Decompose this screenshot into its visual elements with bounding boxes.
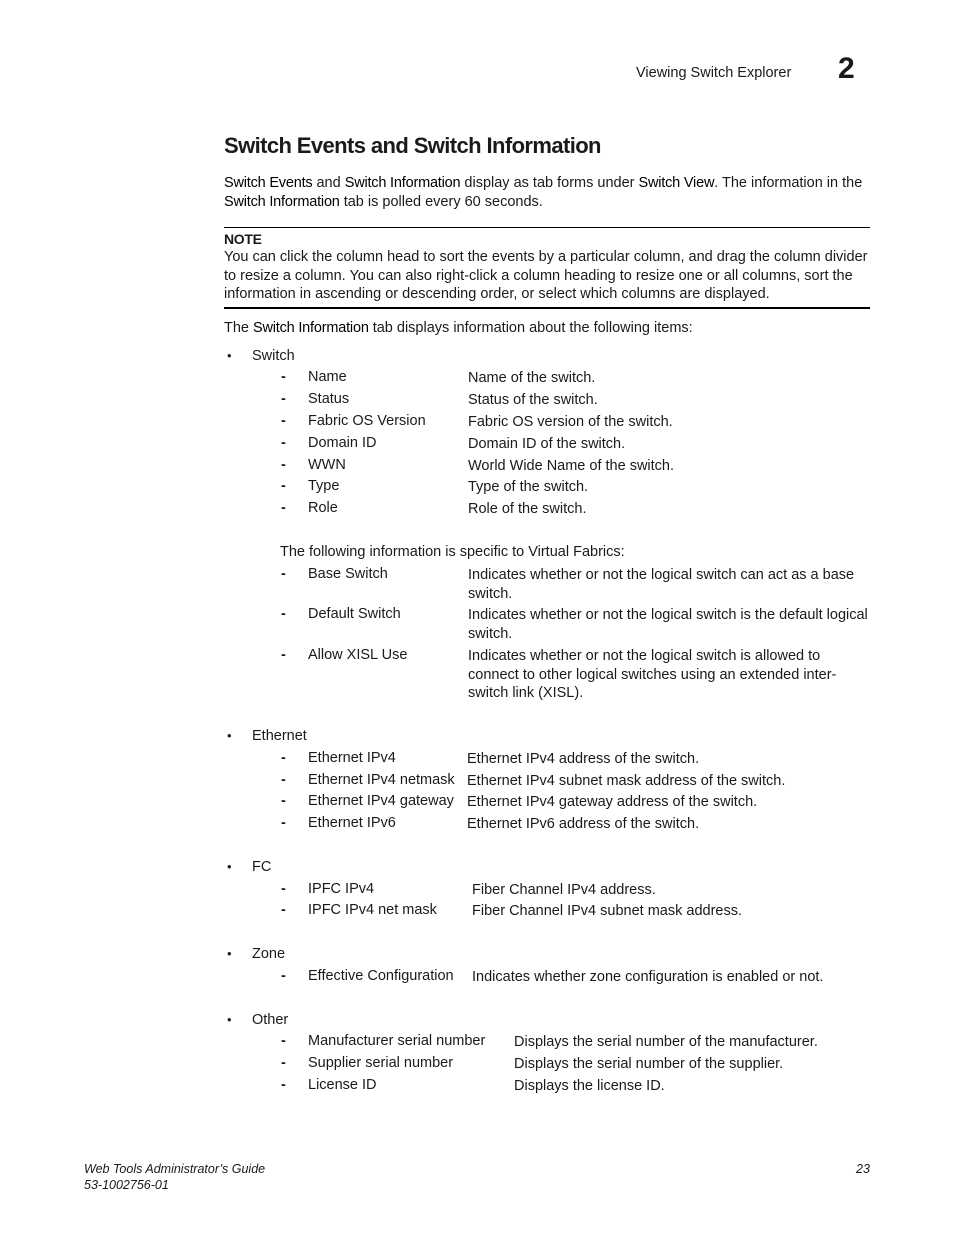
ui-term: Switch Information xyxy=(224,194,340,210)
ui-term: Switch Information xyxy=(253,320,369,336)
item-desc: Displays the license ID. xyxy=(514,1078,665,1094)
item-term: Type xyxy=(308,478,340,494)
item-term: Ethernet IPv4 netmask xyxy=(308,772,455,788)
ui-term: Switch Events xyxy=(224,175,313,191)
ui-term: Switch View xyxy=(638,175,715,191)
item-desc: Indicates whether or not the logical switch is the default logical switch. xyxy=(468,607,868,642)
dash: - xyxy=(281,457,286,473)
dash: - xyxy=(281,500,286,516)
item-desc: Ethernet IPv4 address of the switch. xyxy=(467,751,700,767)
item-term: IPFC IPv4 xyxy=(308,881,375,897)
dash: - xyxy=(281,1033,286,1049)
footer-page-number: 23 xyxy=(856,1162,870,1176)
section-title: Switch Events and Switch Information xyxy=(224,133,601,158)
dash: - xyxy=(281,750,286,766)
item-term: Role xyxy=(308,500,338,516)
item-term: Name xyxy=(308,369,347,385)
note-label: NOTE xyxy=(224,231,262,247)
dash: - xyxy=(281,478,286,494)
item-desc: Fabric OS version of the switch. xyxy=(468,414,673,430)
item-term: Effective Configuration xyxy=(308,968,454,984)
dash: - xyxy=(281,435,286,451)
item-term: Base Switch xyxy=(308,566,388,582)
dash: - xyxy=(281,793,286,809)
dash: - xyxy=(281,1055,286,1071)
item-term: Default Switch xyxy=(308,606,401,622)
virtual-fabrics-intro: The following information is specific to Virtual Fabrics: xyxy=(280,544,625,560)
note-text: You can click the column head to sort the events by a particular column, and drag the column divider to resize a column. You can also right-click a column heading to resize one or all columns, sort the information in ascending or descending order, or select which columns are displayed. xyxy=(224,249,868,302)
item-desc: Indicates whether zone configuration is enabled or not. xyxy=(472,969,824,985)
note-top-rule xyxy=(224,227,870,228)
dash: - xyxy=(281,815,286,831)
item-desc: Type of the switch. xyxy=(468,479,589,495)
item-desc: Domain ID of the switch. xyxy=(468,436,626,452)
item-term: WWN xyxy=(308,457,346,473)
bullet: • xyxy=(227,348,232,363)
item-term: Manufacturer serial number xyxy=(308,1033,486,1049)
item-term: Fabric OS Version xyxy=(308,413,426,429)
footer-doc-number: 53-1002756-01 xyxy=(84,1177,169,1192)
dash: - xyxy=(281,881,286,897)
category-ethernet: Ethernet xyxy=(252,728,307,744)
item-desc: Displays the serial number of the supplier. xyxy=(514,1056,784,1072)
dash: - xyxy=(281,968,286,984)
item-term: License ID xyxy=(308,1077,377,1093)
footer-guide-title: Web Tools Administrator’s Guide xyxy=(84,1162,266,1176)
item-desc: Status of the switch. xyxy=(468,392,598,408)
item-desc: World Wide Name of the switch. xyxy=(468,458,675,474)
intro-paragraph: Switch Events and Switch Information display as tab forms under Switch View. The information in the Switch Information tab is polled every 60 seconds. xyxy=(224,175,863,210)
item-desc: Indicates whether or not the logical switch can act as a base switch. xyxy=(468,567,855,602)
dash: - xyxy=(281,772,286,788)
category-other: Other xyxy=(252,1012,289,1028)
item-term: Ethernet IPv4 xyxy=(308,750,396,766)
item-term: Domain ID xyxy=(308,435,377,451)
category-switch: Switch xyxy=(252,348,295,364)
dash: - xyxy=(281,606,286,622)
bullet: • xyxy=(227,859,232,874)
bullet: • xyxy=(227,1012,232,1027)
bullet: • xyxy=(227,946,232,961)
item-desc: Ethernet IPv4 gateway address of the switch. xyxy=(467,794,758,810)
dash: - xyxy=(281,647,286,663)
item-desc: Indicates whether or not the logical switch is allowed to connect to other logical switches using an extended inter-switch link (XISL). xyxy=(468,648,837,701)
item-desc: Fiber Channel IPv4 address. xyxy=(472,882,656,898)
item-term: Supplier serial number xyxy=(308,1055,454,1071)
category-zone: Zone xyxy=(252,946,286,962)
item-term: IPFC IPv4 net mask xyxy=(308,902,437,918)
dash: - xyxy=(281,391,286,407)
dash: - xyxy=(281,566,286,582)
bullet: • xyxy=(227,728,232,743)
item-desc: Ethernet IPv6 address of the switch. xyxy=(467,816,700,832)
running-header-title: Viewing Switch Explorer xyxy=(636,65,792,81)
item-desc: Role of the switch. xyxy=(468,501,587,517)
dash: - xyxy=(281,902,286,918)
item-term: Ethernet IPv6 xyxy=(308,815,396,831)
dash: - xyxy=(281,1077,286,1093)
ui-term: Switch Information xyxy=(344,175,461,191)
item-desc: Ethernet IPv4 subnet mask address of the switch. xyxy=(467,773,786,789)
note-bottom-rule xyxy=(224,307,870,309)
footer-left xyxy=(84,1162,265,1193)
item-desc: Name of the switch. xyxy=(468,370,596,386)
item-desc: Displays the serial number of the manufacturer. xyxy=(514,1034,818,1050)
category-fc: FC xyxy=(252,859,272,875)
item-term: Allow XISL Use xyxy=(308,647,408,663)
item-desc: Fiber Channel IPv4 subnet mask address. xyxy=(472,903,742,919)
chapter-number: 2 xyxy=(838,52,855,85)
dash: - xyxy=(281,413,286,429)
item-term: Ethernet IPv4 gateway xyxy=(308,793,454,809)
lead-paragraph: The Switch Information tab displays information about the following items: xyxy=(224,320,693,336)
dash: - xyxy=(281,369,286,385)
item-term: Status xyxy=(308,391,350,407)
